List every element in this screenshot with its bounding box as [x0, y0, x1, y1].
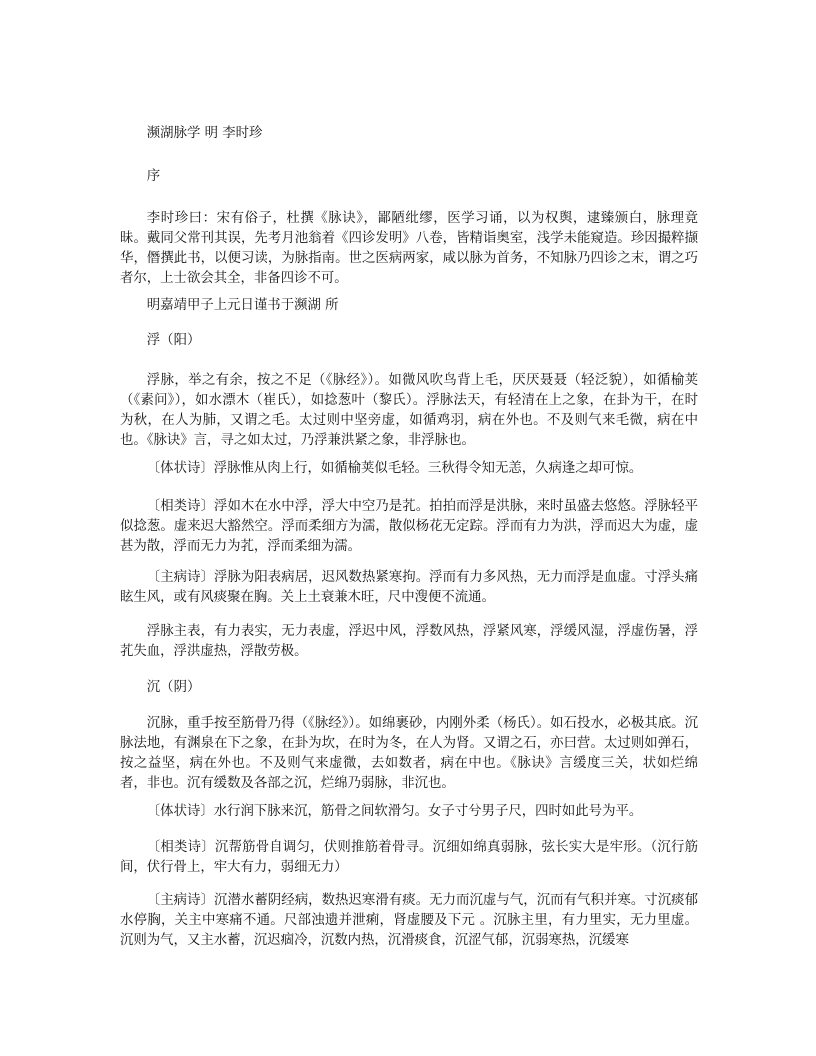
fu-zhubing-poem: 〔主病诗〕浮脉为阳表病居，迟风数热紧寒拘。浮而有力多风热，无力而浮是血虚。寸浮头痛眩生风，或有风痰聚在胸。关上土衰兼木旺，尺中溲便不流通。: [120, 570, 698, 605]
chen-tizhuang-poem: 〔体状诗〕水行润下脉来沉，筋骨之间软滑匀。女子寸兮男子尺，四时如此号为平。: [146, 804, 643, 819]
chen-description-paragraph: 沉脉，重手按至筋骨乃得（《脉经》）。如绵裹砂，内刚外柔（杨氏）。如石投水，必极其底。沉脉法地，有渊泉在下之象，在卦为坎，在时为冬，在人为肾。又谓之石，亦曰营。太过则如弹石，按之益坚，病在外也。不及则气来虚微，去如数者，病在中也。《脉诀》言缓度三关，状如烂绵者，非也。沉有缓数及各部之沉，烂绵乃弱脉，非沉也。: [120, 716, 698, 791]
book-title-line: 濒湖脉学 明 李时珍: [146, 126, 263, 141]
preface-signature: 明嘉靖甲子上元日谨书于濒湖 所: [146, 298, 339, 313]
fu-summary-paragraph: 浮脉主表，有力表实，无力表虚，浮迟中风，浮数风热，浮紧风寒，浮缓风湿，浮虚伤暑，浮芤失血，浮洪虚热，浮散劳极。: [120, 624, 698, 659]
fu-description-paragraph: 浮脉，举之有余，按之不足（《脉经》）。如微风吹鸟背上毛，厌厌聂聂（轻泛貌），如循榆荚（《素问》），如水漂木（崔氏），如捻葱叶（黎氏）。浮脉法天，有轻清在上之象，在卦为干，在时为秋，在人为肺，又谓之毛。太过则中坚旁虚，如循鸡羽，病在外也。不及则气来毛微，病在中也。《脉诀》言，寻之如太过，乃浮兼洪紧之象，非浮脉也。: [120, 373, 698, 448]
section-heading-chen: 沉（阴）: [146, 680, 201, 695]
chen-xianglei-poem: 〔相类诗〕沉帮筋骨自调匀，伏则推筋着骨寻。沉细如绵真弱脉，弦长实大是牢形。（沉行筋间，伏行骨上，牢大有力，弱细无力）: [120, 840, 698, 875]
preface-paragraph: 李时珍曰：宋有俗子，杜撰《脉诀》，鄙陋纰缪，医学习诵，以为权舆，逮臻颁白，脉理竟昧。戴同父常刊其误，先考月池翁着《四诊发明》八卷，皆精诣奥室，浅学未能窥造。珍因撮粹撷华，僭撰此书，以便习读，为脉指南。世之医病两家，咸以脉为首务，不知脉乃四诊之末，谓之巧者尔，上士欲会其全，非备四诊不可。: [120, 211, 698, 286]
fu-xianglei-poem: 〔相类诗〕浮如木在水中浮，浮大中空乃是芤。拍拍而浮是洪脉，来时虽盛去悠悠。浮脉轻平似捻葱。虚来迟大豁然空。浮而柔细方为濡，散似杨花无定踪。浮而有力为洪，浮而迟大为虚，虚甚为散，浮而无力为芤，浮而柔细为濡。: [120, 499, 698, 554]
section-heading-fu: 浮（阳）: [146, 333, 201, 348]
chen-zhubing-poem: 〔主病诗〕沉潜水蓄阴经病，数热迟寒滑有痰。无力而沉虚与气，沉而有气积并寒。寸沉痰郁水停胸，关主中寒痛不通。尺部浊遗并泄痢，肾虚腰及下元 。沉脉主里，有力里实，无力里虚。沉则为气，又主水蓄，沉迟痼冷，沉数内热，沉滑痰食，沉涩气郁，沉弱寒热，沉缓寒: [120, 893, 698, 948]
fu-tizhuang-poem: 〔体状诗〕浮脉惟从肉上行，如循榆荚似毛轻。三秋得令知无恙，久病逢之却可惊。: [146, 461, 643, 476]
preface-heading: 序: [146, 169, 161, 184]
